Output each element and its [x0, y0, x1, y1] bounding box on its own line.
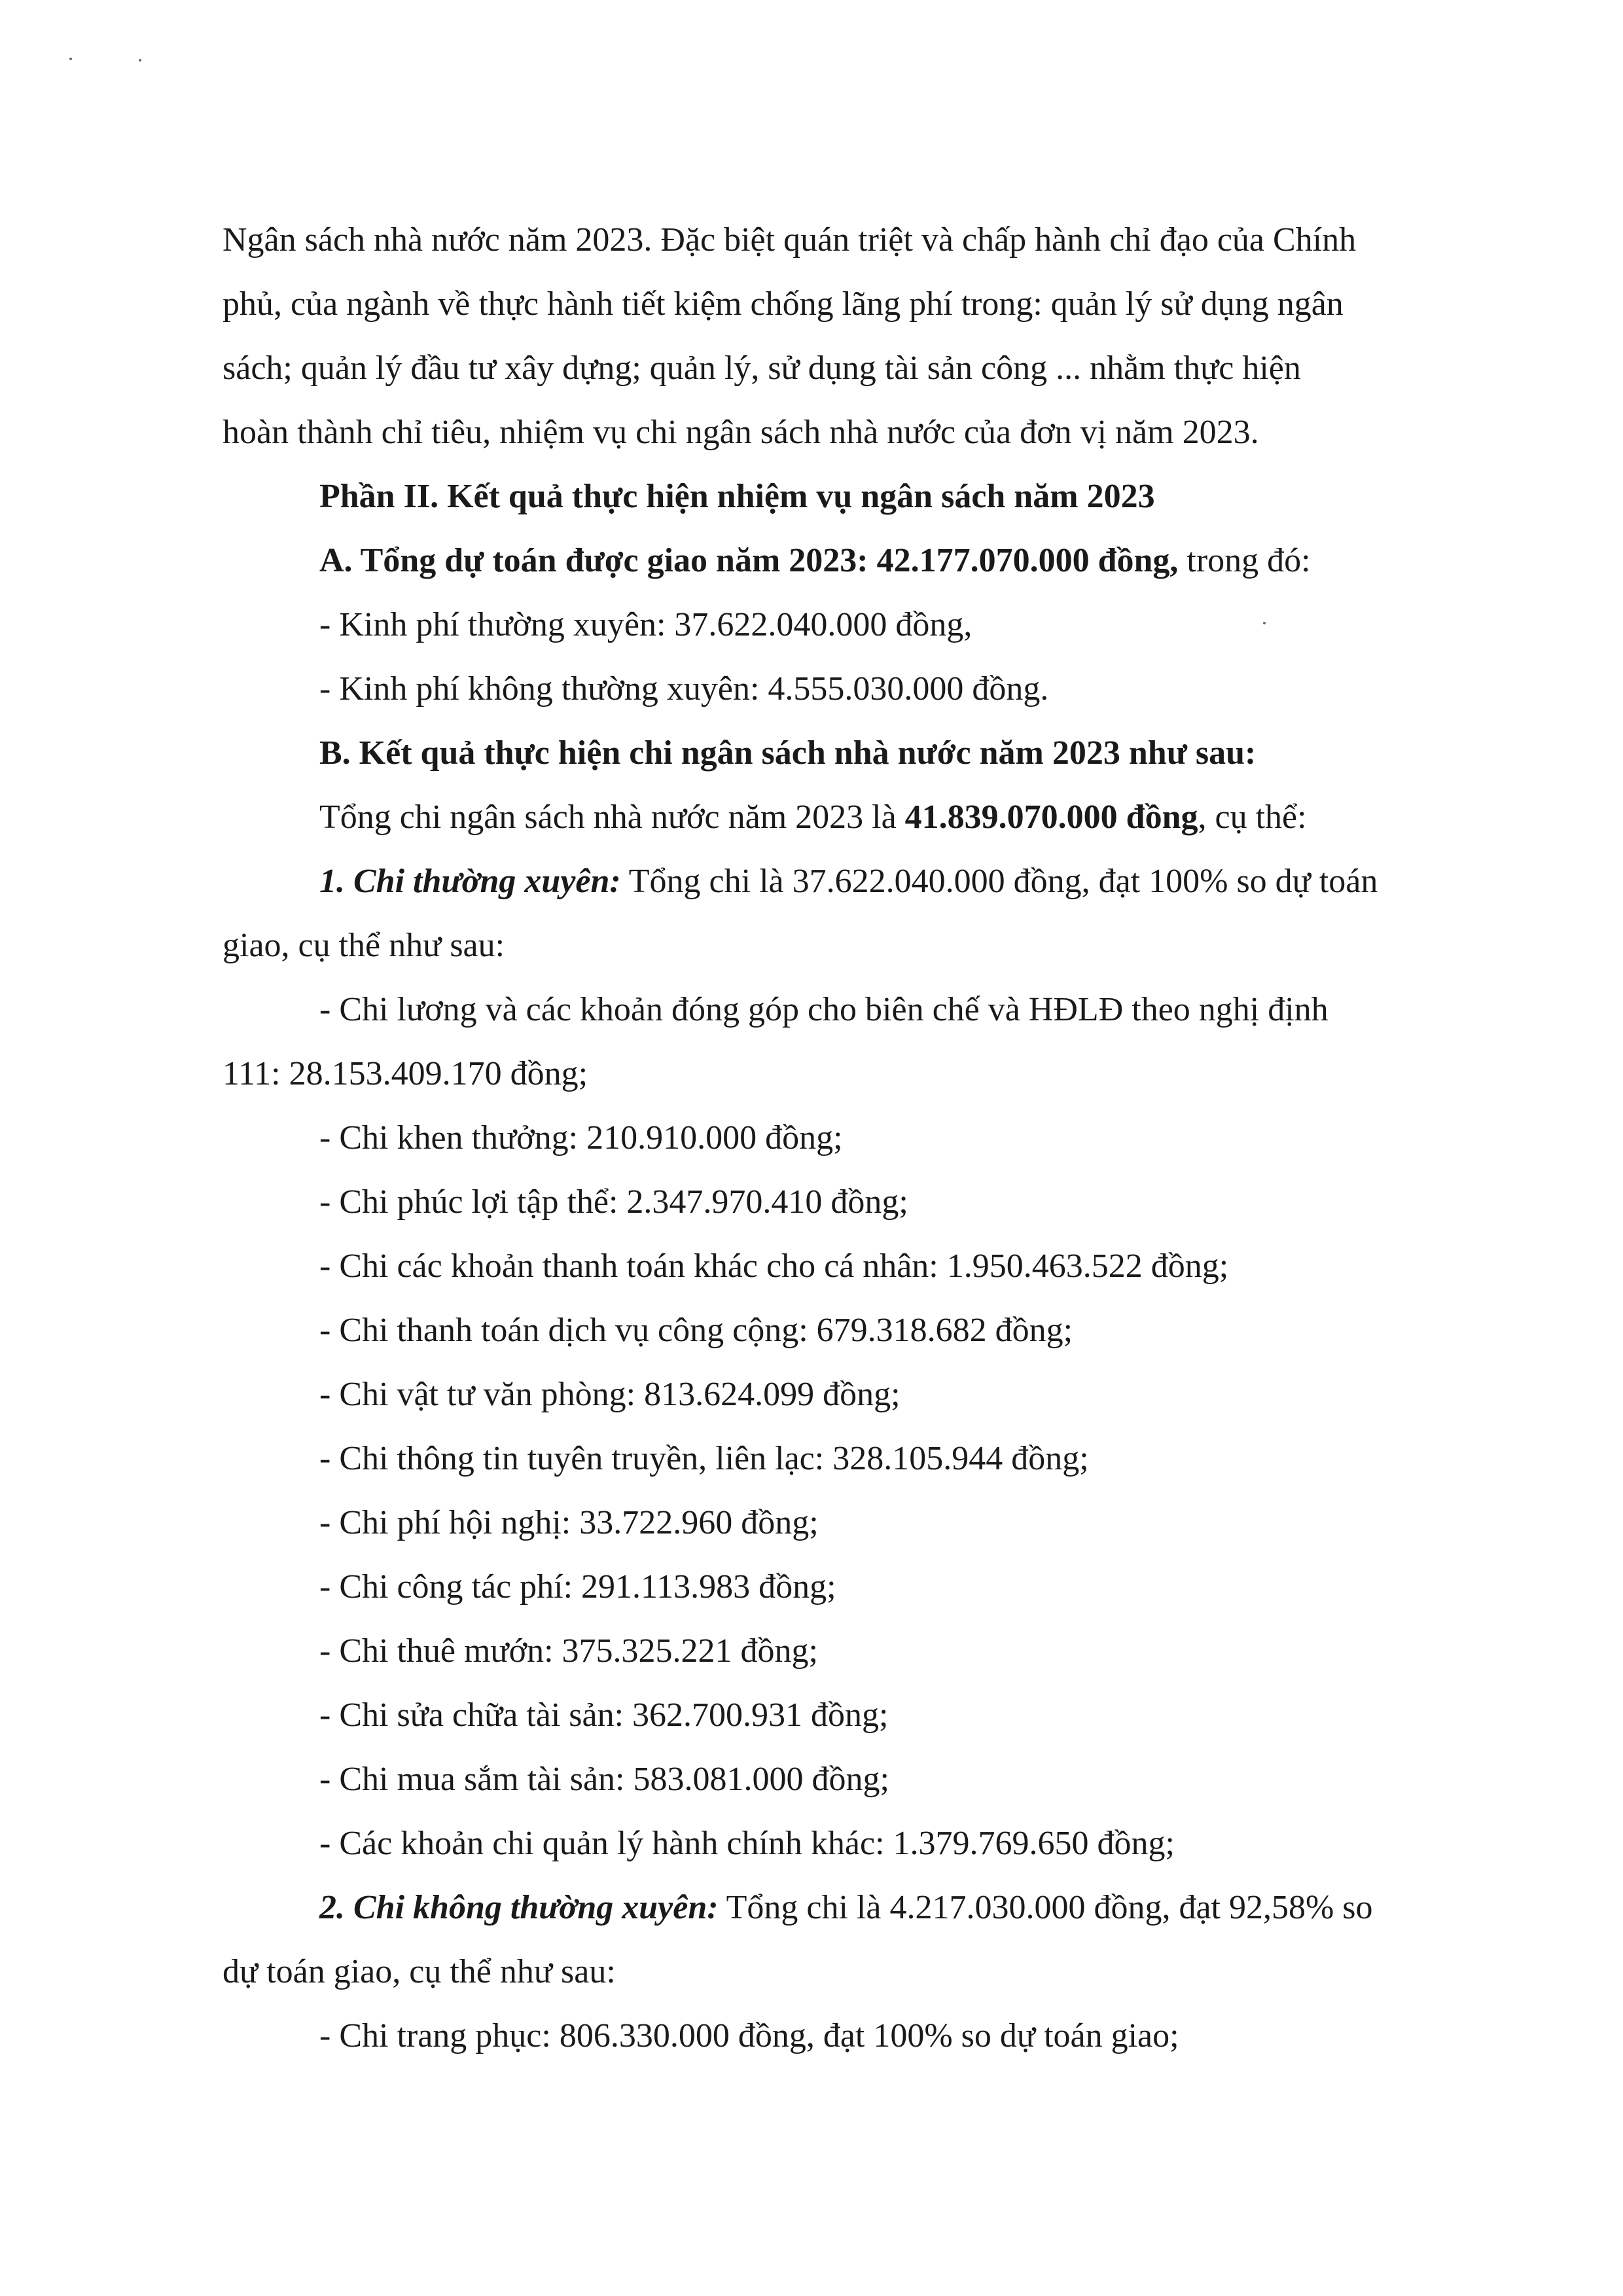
expense-item: - Chi sửa chữa tài sản: 362.700.931 đồng;: [319, 1696, 889, 1734]
irregular-summary-cont: dự toán giao, cụ thể như sau:: [223, 1953, 616, 1990]
section-a-heading-rest: trong đó:: [1178, 542, 1311, 579]
expense-item: - Chi phúc lợi tập thể: 2.347.970.410 đồng;: [319, 1183, 908, 1221]
irregular-summary-text: Tổng chi là 4.217.030.000 đồng, đạt 92,58% so: [718, 1889, 1373, 1926]
document-page: [223, 208, 1479, 2068]
expense-item: - Chi thanh toán dịch vụ công cộng: 679.318.682 đồng;: [319, 1312, 1073, 1349]
budget-item: - Kinh phí thường xuyên: 37.622.040.000 đồng,: [319, 606, 972, 643]
irregular-title: 2. Chi không thường xuyên:: [319, 1889, 719, 1926]
scan-speck: [139, 59, 141, 62]
salary-item: - Chi lương và các khoản đóng góp cho biên chế và HĐLĐ theo nghị định: [319, 991, 1329, 1028]
scan-speck: [69, 58, 72, 60]
intro-line: Ngân sách nhà nước năm 2023. Đặc biệt quán triệt và chấp hành chỉ đạo của Chính: [223, 221, 1357, 259]
intro-line: phủ, của ngành về thực hành tiết kiệm chống lãng phí trong: quản lý sử dụng ngân: [223, 285, 1344, 323]
regular-summary: [223, 850, 1479, 914]
expense-item: - Chi trang phục: 806.330.000 đồng, đạt 100% so dự toán giao;: [319, 2017, 1179, 2054]
expense-item: - Chi công tác phí: 291.113.983 đồng;: [319, 1568, 836, 1605]
section-a-heading: [223, 529, 1479, 593]
part-heading: Phần II. Kết quả thực hiện nhiệm vụ ngân sách năm 2023: [319, 478, 1155, 515]
expense-item: - Chi thuê mướn: 375.325.221 đồng;: [319, 1632, 818, 1670]
intro-line: sách; quản lý đầu tư xây dựng; quản lý, sử dụng tài sản công ... nhằm thực hiện: [223, 350, 1301, 387]
expense-item: - Chi phí hội nghị: 33.722.960 đồng;: [319, 1504, 819, 1541]
expense-item: - Chi các khoản thanh toán khác cho cá nhân: 1.950.463.522 đồng;: [319, 1247, 1229, 1285]
irregular-summary: [223, 1876, 1479, 1940]
expense-item: - Chi khen thưởng: 210.910.000 đồng;: [319, 1119, 843, 1157]
salary-item-cont: 111: 28.153.409.170 đồng;: [223, 1055, 588, 1092]
total-prefix: Tổng chi ngân sách nhà nước năm 2023 là: [319, 798, 905, 836]
total-spending: [223, 785, 1479, 850]
regular-summary-text: Tổng chi là 37.622.040.000 đồng, đạt 100% so dự toán: [620, 863, 1378, 900]
section-b-heading: B. Kết quả thực hiện chi ngân sách nhà nước năm 2023 như sau:: [319, 734, 1257, 772]
section-a-heading-bold: A. Tổng dự toán được giao năm 2023: 42.177.070.000 đồng,: [319, 542, 1179, 579]
expense-item: - Chi vật tư văn phòng: 813.624.099 đồng;: [319, 1376, 901, 1413]
expense-item: - Chi thông tin tuyên truyền, liên lạc: 328.105.944 đồng;: [319, 1440, 1089, 1477]
expense-item: - Các khoản chi quản lý hành chính khác: 1.379.769.650 đồng;: [319, 1825, 1175, 1862]
budget-item: - Kinh phí không thường xuyên: 4.555.030.000 đồng.: [319, 670, 1049, 708]
intro-line: hoàn thành chỉ tiêu, nhiệm vụ chi ngân sách nhà nước của đơn vị năm 2023.: [223, 414, 1259, 451]
regular-summary-cont: giao, cụ thể như sau:: [223, 927, 505, 964]
intro-paragraph: [223, 208, 1479, 465]
regular-title: 1. Chi thường xuyên:: [319, 863, 621, 900]
expense-item: - Chi mua sắm tài sản: 583.081.000 đồng;: [319, 1761, 889, 1798]
total-amount: 41.839.070.000 đồng: [904, 798, 1198, 836]
total-suffix: , cụ thể:: [1198, 798, 1307, 836]
